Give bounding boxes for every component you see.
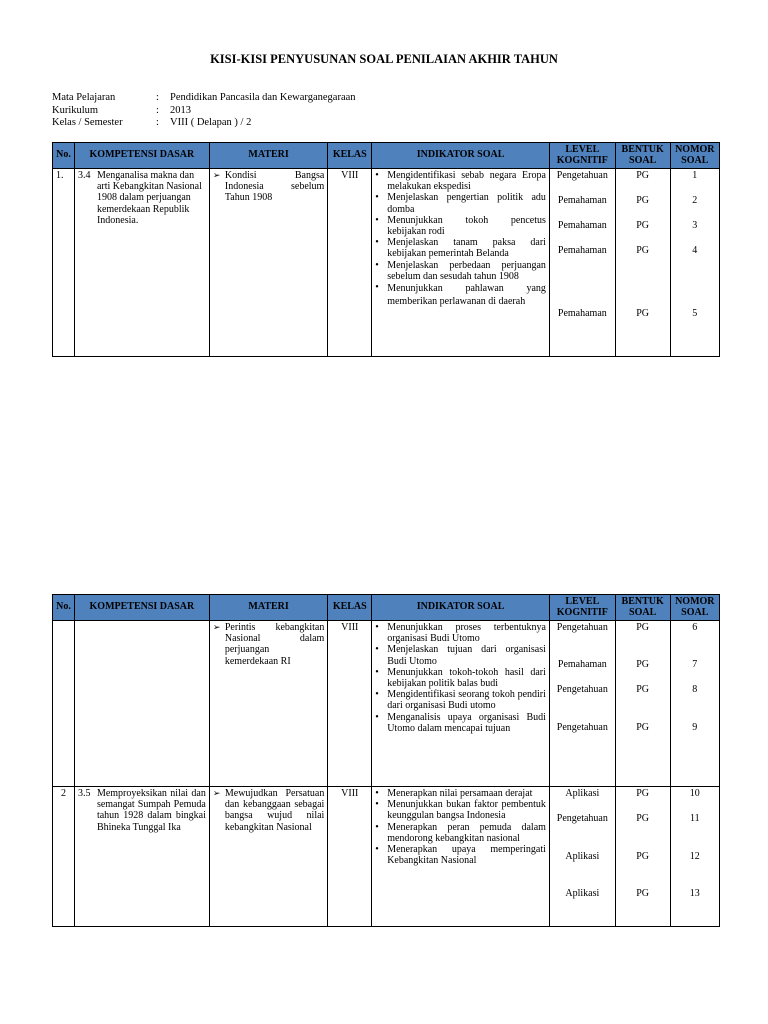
indikator-text: Menjelaskan tujuan dari organisasi Budi Utomo	[387, 644, 546, 667]
kisi-table-2	[52, 594, 720, 927]
indikator-text: Menunjukkan pahlawan yang memberikan perlawanan di daerah	[387, 283, 546, 308]
cell-no: 1.	[53, 169, 75, 357]
meta-separator: :	[156, 92, 159, 103]
bullet-icon: •	[375, 622, 379, 633]
cell-no	[53, 621, 75, 787]
meta-value: VIII ( Delapan ) / 2	[170, 117, 252, 128]
nomor-text: 3	[692, 220, 698, 231]
table-row	[53, 169, 720, 357]
nomor-text: 12	[689, 851, 700, 862]
bentuk-text: PG	[636, 659, 650, 670]
indikator-text: Menunjukkan tokoh pencetus kebijakan rodi	[387, 214, 546, 238]
list-item	[375, 712, 546, 734]
page-title: KISI-KISI PENYUSUNAN SOAL PENILAIAN AKHIR TAHUN	[210, 52, 558, 66]
list-item	[375, 667, 546, 689]
kisi-table-1	[52, 142, 720, 357]
header-no: No.	[53, 595, 75, 621]
header-indikator: INDIKATOR SOAL	[372, 595, 550, 621]
meta-label: Mata Pelajaran	[52, 92, 116, 103]
level-text: Pengetahuan	[556, 684, 608, 695]
bentuk-text: PG	[636, 684, 650, 695]
table-header-row	[53, 595, 720, 621]
arrow-bullet-icon: ➢	[212, 170, 221, 180]
indikator-text: Menjelaskan pengertian politik adu domba	[387, 192, 546, 215]
list-item	[375, 788, 546, 799]
cell-materi	[209, 169, 327, 357]
meta-row-subject	[52, 92, 356, 105]
header-nomor-soal: NOMOR SOAL	[670, 143, 719, 169]
bullet-icon: •	[375, 259, 379, 271]
meta-row-class	[52, 117, 356, 130]
meta-separator: :	[156, 117, 159, 128]
level-text: Pemahaman	[557, 308, 607, 319]
cell-bentuk-soal	[615, 169, 670, 357]
nomor-text: 10	[689, 788, 700, 799]
materi-text: Perintis kebangkitan Nasional dalam perjuangan kemerdekaan RI	[224, 622, 325, 667]
header-level-kognitif: LEVEL KOGNITIF	[549, 595, 615, 621]
cell-kompetensi-dasar	[74, 787, 209, 927]
nomor-text: 11	[689, 813, 700, 824]
nomor-text: 13	[689, 888, 700, 899]
kd-text: Memproyeksikan nilai dan semangat Sumpah Pemuda tahun 1928 dalam bingkai Bhineka Tunggal Ika	[96, 788, 206, 833]
bullet-icon: •	[375, 192, 379, 204]
bentuk-text: PG	[636, 622, 650, 633]
header-level-kognitif: LEVEL KOGNITIF	[549, 143, 615, 169]
kd-text: Menganalisa makna dan arti Kebangkitan Nasional 1908 dalam perjuangan kemerdekaan Republik Indonesia.	[96, 170, 202, 226]
header-materi: MATERI	[209, 595, 327, 621]
nomor-text: 8	[692, 684, 698, 695]
level-text: Pemahaman	[557, 220, 607, 231]
bullet-icon: •	[375, 214, 379, 226]
level-text: Aplikasi	[565, 788, 600, 799]
bentuk-text: PG	[636, 245, 650, 256]
bullet-icon: •	[375, 821, 379, 833]
level-text: Aplikasi	[565, 851, 600, 862]
level-text: Pemahaman	[557, 659, 607, 670]
nomor-text: 9	[692, 722, 698, 733]
cell-kompetensi-dasar	[74, 169, 209, 357]
bentuk-text: PG	[636, 722, 650, 733]
indikator-text: Menerapkan nilai persamaan derajat	[387, 788, 533, 799]
cell-level-kognitif	[549, 621, 615, 787]
list-item	[375, 622, 546, 644]
cell-kelas: VIII	[328, 169, 372, 357]
nomor-text: 4	[692, 245, 698, 256]
nomor-text: 5	[692, 308, 698, 319]
header-bentuk-soal: BENTUK SOAL	[615, 595, 670, 621]
cell-nomor-soal	[670, 787, 719, 927]
meta-label: Kelas / Semester	[52, 117, 123, 128]
table-header-row	[53, 143, 720, 169]
level-text: Pemahaman	[557, 245, 607, 256]
nomor-text: 2	[692, 195, 698, 206]
bentuk-text: PG	[636, 195, 650, 206]
bullet-icon: •	[375, 788, 379, 799]
cell-indikator	[372, 169, 550, 357]
bullet-icon: •	[375, 844, 379, 856]
indikator-text: Menerapkan upaya memperingati Kebangkitan Nasional	[387, 844, 546, 867]
level-text: Pengetahuan	[556, 722, 608, 733]
list-item	[375, 689, 546, 711]
list-item	[375, 215, 546, 237]
header-materi: MATERI	[209, 143, 327, 169]
kd-code: 3.5	[77, 788, 91, 799]
cell-bentuk-soal	[615, 787, 670, 927]
list-item	[375, 237, 546, 259]
list-item	[375, 192, 546, 214]
kd-code: 3.4	[77, 170, 91, 181]
bullet-icon: •	[375, 666, 379, 678]
indikator-text: Menjelaskan perbedaan perjuangan sebelum dan sesudah tahun 1908	[387, 259, 546, 282]
level-text: Aplikasi	[565, 888, 600, 899]
cell-level-kognitif	[549, 787, 615, 927]
list-item	[375, 844, 546, 866]
meta-separator: :	[156, 104, 159, 116]
bullet-icon: •	[375, 711, 379, 723]
bentuk-text: PG	[636, 851, 650, 862]
table-row	[53, 621, 720, 787]
cell-kelas: VIII	[328, 787, 372, 927]
bullet-icon: •	[375, 689, 379, 701]
materi-text: Kondisi Bangsa Indonesia sebelum Tahun 1908	[224, 170, 325, 204]
bullet-icon: •	[375, 644, 379, 656]
header-kompetensi-dasar: KOMPETENSI DASAR	[74, 143, 209, 169]
list-item	[375, 260, 546, 282]
cell-nomor-soal	[670, 169, 719, 357]
header-kelas: KELAS	[328, 595, 372, 621]
list-item	[375, 282, 546, 308]
nomor-text: 6	[692, 622, 698, 633]
header-no: No.	[53, 143, 75, 169]
cell-indikator	[372, 621, 550, 787]
level-text: Pengetahuan	[556, 170, 608, 181]
cell-no: 2	[53, 787, 75, 927]
nomor-text: 7	[692, 659, 698, 670]
indikator-text: Mengidentifikasi seorang tokoh pendiri dari organisasi Budi utomo	[387, 689, 546, 712]
cell-nomor-soal	[670, 621, 719, 787]
bentuk-text: PG	[636, 813, 650, 824]
bentuk-text: PG	[636, 788, 650, 799]
meta-label: Kurikulum	[52, 104, 99, 116]
indikator-text: Menjelaskan tanam paksa dari kebijakan pemerintah Belanda	[387, 237, 546, 260]
list-item	[375, 170, 546, 192]
bentuk-text: PG	[636, 888, 650, 899]
header-nomor-soal: NOMOR SOAL	[670, 595, 719, 621]
bentuk-text: PG	[636, 220, 650, 231]
indikator-text: Mengidentifikasi sebab negara Eropa melakukan ekspedisi	[387, 170, 546, 193]
bullet-icon: •	[375, 170, 379, 181]
list-item	[375, 822, 546, 844]
level-text: Pemahaman	[557, 195, 607, 206]
cell-bentuk-soal	[615, 621, 670, 787]
level-text: Pengetahuan	[556, 622, 608, 633]
indikator-text: Menganalisis upaya organisasi Budi Utomo dalam mencapai tujuan	[387, 711, 546, 734]
list-item	[375, 644, 546, 666]
header-kompetensi-dasar: KOMPETENSI DASAR	[74, 595, 209, 621]
materi-text: Mewujudkan Persatuan dan kebanggaan sebagai bangsa wujud nilai kebangkitan Nasional	[224, 788, 325, 833]
cell-level-kognitif	[549, 169, 615, 357]
arrow-bullet-icon: ➢	[212, 622, 221, 632]
level-text: Pengetahuan	[556, 813, 608, 824]
header-bentuk-soal: BENTUK SOAL	[615, 143, 670, 169]
bullet-icon: •	[375, 237, 379, 249]
meta-row-curriculum	[52, 105, 356, 118]
nomor-text: 1	[692, 170, 698, 181]
bullet-icon: •	[375, 799, 379, 811]
indikator-text: Menunjukkan tokoh-tokoh hasil dari kebijakan politik balas budi	[387, 666, 546, 690]
cell-indikator	[372, 787, 550, 927]
bullet-icon: •	[375, 282, 379, 294]
indikator-text: Menunjukkan proses terbentuknya organisasi Budi Utomo	[387, 622, 546, 645]
document-meta	[52, 92, 356, 130]
arrow-bullet-icon: ➢	[212, 788, 221, 798]
cell-kelas: VIII	[328, 621, 372, 787]
meta-value: 2013	[170, 104, 191, 116]
cell-materi	[209, 621, 327, 787]
cell-kompetensi-dasar	[74, 621, 209, 787]
table-row	[53, 787, 720, 927]
list-item	[375, 799, 546, 821]
bentuk-text: PG	[636, 308, 650, 319]
bentuk-text: PG	[636, 170, 650, 181]
cell-materi	[209, 787, 327, 927]
header-indikator: INDIKATOR SOAL	[372, 143, 550, 169]
meta-value: Pendidikan Pancasila dan Kewarganegaraan	[170, 92, 356, 103]
indikator-text: Menerapkan peran pemuda dalam mendorong kebangkitan nasional	[387, 821, 546, 844]
indikator-text: Menunjukkan bukan faktor pembentuk keunggulan bangsa Indonesia	[387, 799, 546, 822]
header-kelas: KELAS	[328, 143, 372, 169]
